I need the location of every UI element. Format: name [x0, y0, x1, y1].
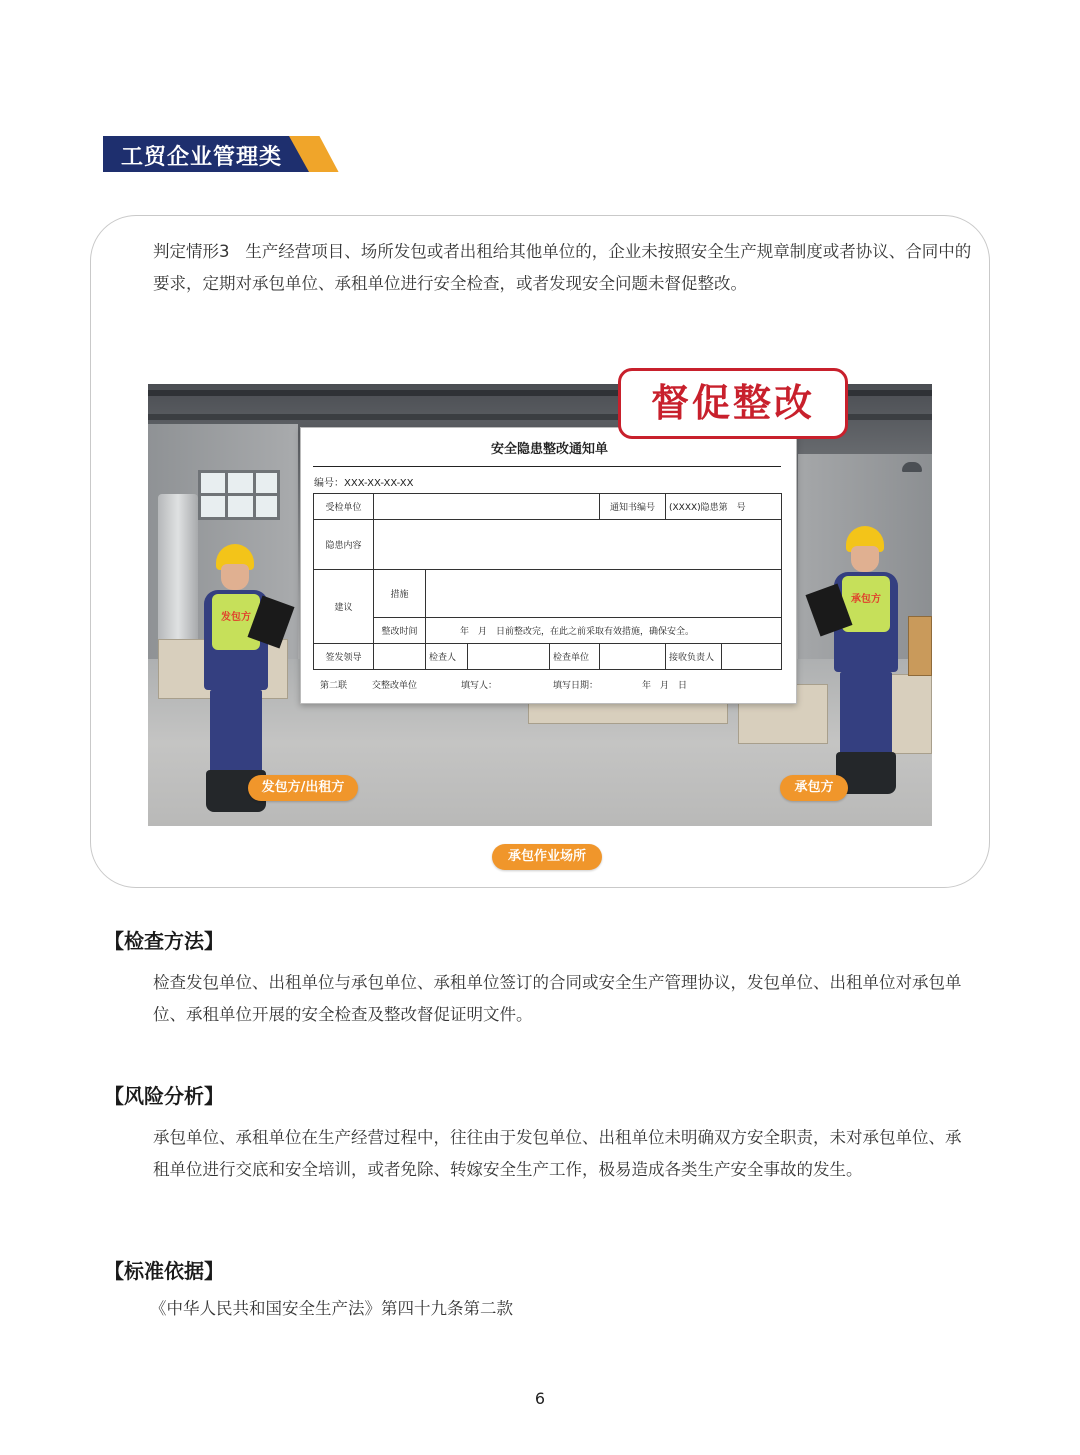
vest-label: 发包方 [221, 612, 251, 623]
cell [374, 644, 426, 670]
head [221, 564, 249, 590]
case-description [153, 236, 973, 300]
label-pill-site: 承包作业场所 [492, 844, 602, 870]
standard-basis-text: 《中华人民共和国安全生产法》第四十九条第二款 [150, 1299, 513, 1318]
ceiling-lamp [902, 462, 922, 472]
case-label: 判定情形3 [153, 242, 230, 261]
cell [468, 644, 550, 670]
cell: 通知书编号 [600, 494, 666, 520]
cell [722, 644, 782, 670]
risk-analysis-text: 承包单位、承租单位在生产经营过程中，往往由于发包单位、出租单位未明确双方安全职责，未对承包单位、承租单位进行交底和安全培训，或者免除、转嫁安全生产工作，极易造成各类生产安全事故的发生。 [153, 1128, 962, 1179]
heading-inspection-method: 【检查方法】 [104, 929, 224, 953]
inspection-method-text: 检查发包单位、出租单位与承包单位、承租单位签订的合同或安全生产管理协议，发包单位、出租单位对承包单位、承租单位开展的安全检查及整改督促证明文件。 [153, 973, 962, 1024]
notice-writer: 填写人： [461, 681, 498, 691]
vest-label: 承包方 [851, 594, 881, 605]
label-pill-client: 发包方/出租方 [248, 775, 358, 801]
cell: 检查单位 [550, 644, 600, 670]
cell: 整改时间 [374, 618, 426, 644]
page-number: 6 [534, 1389, 546, 1408]
notice-date: 年 月 日 [642, 681, 688, 691]
cell: 检查人 [426, 644, 468, 670]
heading-standard-basis: 【标准依据】 [104, 1259, 224, 1283]
workshop-window [198, 470, 280, 520]
worker-client [188, 544, 288, 814]
cell: 措施 [374, 570, 426, 618]
cell: 建议 [314, 570, 374, 644]
legs [210, 690, 262, 776]
cell [374, 520, 782, 570]
case-text: 生产经营项目、场所发包或者出租给其他单位的，企业未按照安全生产规章制度或者协议、合同中的要求，定期对承包单位、承租单位进行安全检查，或者发现安全问题未督促整改。 [153, 242, 972, 293]
notice-table [313, 493, 782, 670]
notice-title: 安全隐患整改通知单 [490, 442, 608, 457]
notice-copy: 第二联 [320, 681, 348, 691]
stamp-text: 督促整改 [650, 381, 815, 425]
cell: (XXXX)隐患第 号 [666, 494, 782, 520]
legs [840, 672, 892, 758]
cell: 签发领导 [314, 644, 374, 670]
cell: 年 月 日前整改完，在此之前采取有效措施，确保安全。 [426, 618, 782, 644]
label-pill-contractor: 承包方 [780, 775, 848, 801]
cell [374, 494, 600, 520]
urge-rectification-stamp [618, 368, 848, 439]
section-tag-label: 工贸企业管理类 [121, 145, 283, 170]
heading-risk-analysis: 【风险分析】 [104, 1084, 224, 1108]
cell: 接收负责人 [666, 644, 722, 670]
cell: 受检单位 [314, 494, 374, 520]
worker-contractor [818, 526, 918, 796]
rectification-notice [300, 427, 797, 704]
cell [600, 644, 666, 670]
notice-recipient: 交整改单位 [372, 681, 418, 691]
head [851, 546, 879, 572]
notice-date-label: 填写日期： [553, 681, 599, 691]
notice-number: 编号：XXX-XX-XX-XX [314, 478, 414, 489]
cell: 隐患内容 [314, 520, 374, 570]
cell [426, 570, 782, 618]
section-tag [103, 136, 329, 172]
notice-rule [313, 466, 781, 467]
